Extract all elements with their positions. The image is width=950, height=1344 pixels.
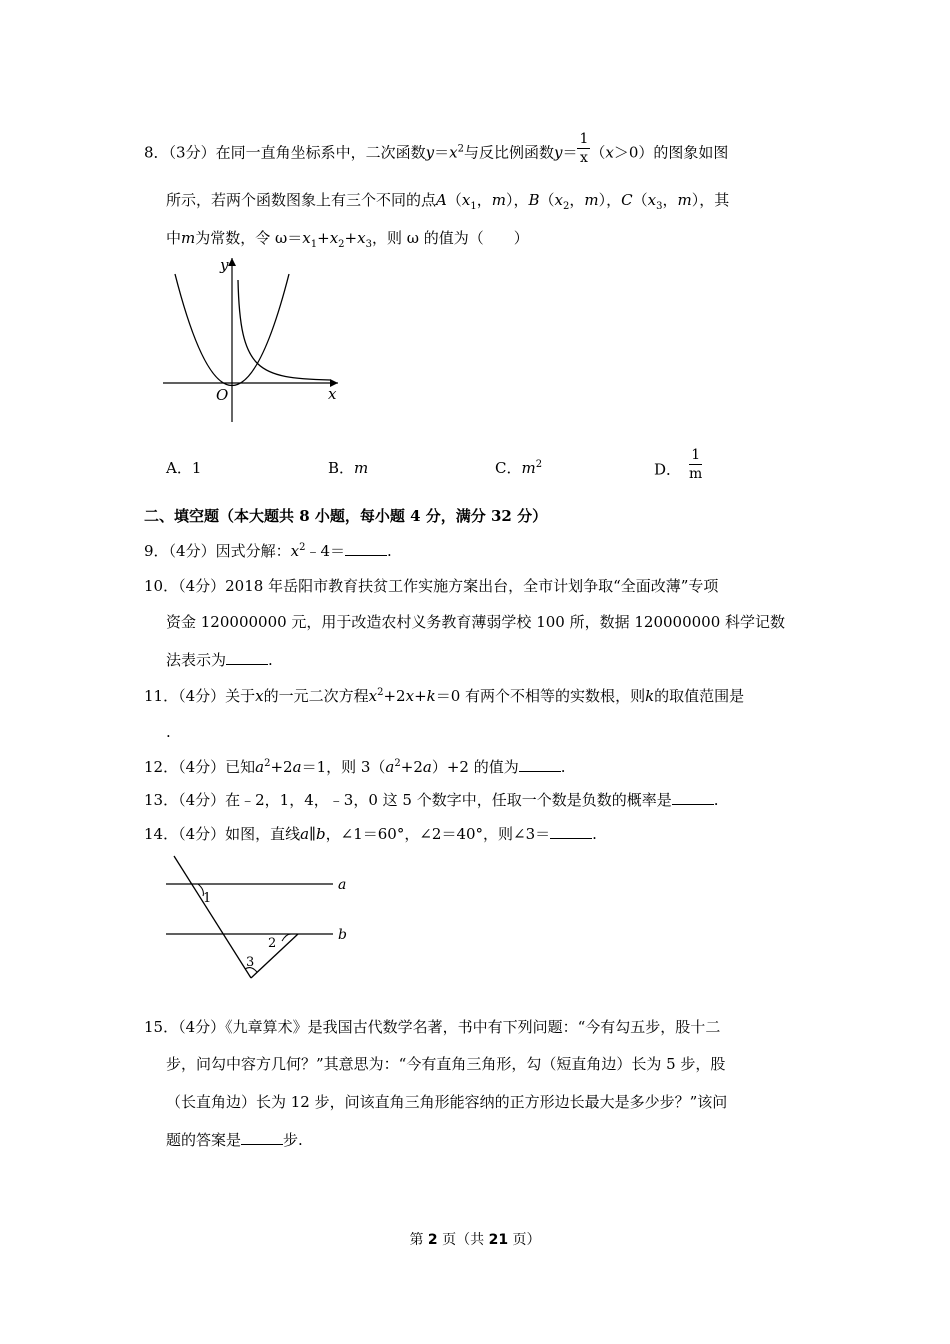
answer-blank[interactable] (672, 790, 714, 805)
q14: 14．（4分）如图，直线a∥b，∠1＝60°，∠2＝40°，则∠3＝ . (144, 825, 597, 843)
q8-line3: 中m为常数，令 $\omega=x_1+x_2+x_3$，则 ω 的值为（ ） (166, 229, 529, 250)
angle-1-label: 1 (203, 891, 212, 906)
y-axis-label: y (220, 256, 229, 274)
q10-line3: 法表示为 . (166, 651, 273, 669)
q15-line2: 步，问勾中容方几何？”其意思为：“今有直角三角形，勾（短直角边）长为 5 步，股 (166, 1055, 726, 1073)
q9: 9．（4分）因式分解：$x^2﹣4=$ . (144, 542, 392, 560)
angle-2-label: 2 (268, 936, 277, 951)
label-b: b (338, 927, 347, 943)
option-a[interactable]: A．1 (166, 459, 202, 477)
option-c[interactable]: C．$m^2$ (495, 459, 543, 477)
section-heading: 二、填空题（本大题共 8 小题，每小题 4 分，满分 32 分） (144, 507, 548, 525)
transversal (174, 856, 251, 978)
q8-function-graph (158, 252, 348, 427)
page-footer: 第 2 页（共 21 页） (409, 1232, 541, 1248)
total-pages: 21 (488, 1232, 509, 1248)
answer-blank[interactable] (241, 1130, 283, 1145)
answer-blank[interactable] (226, 650, 268, 665)
option-d[interactable]: D． $\frac{1}{m}$ (654, 447, 703, 482)
q10-line2: 资金 120000000 元，用于改造农村义务教育薄弱学校 100 所，数据 120000000 科学记数 (166, 613, 786, 631)
origin-label: O (216, 386, 229, 404)
answer-blank[interactable] (519, 757, 561, 772)
fraction-1-over-m: $\frac{1}{m}$ (689, 447, 703, 482)
q10-line1: 10．（4分）2018 年岳阳市教育扶贫工作实施方案出台，全市计划争取“全面改薄”专项 (144, 577, 719, 595)
q11-line2: . (166, 723, 171, 741)
q13: 13．（4分）在﹣2，1，4，﹣3，0 这 5 个数字中，任取一个数是负数的概率是 . (144, 791, 719, 809)
q14-parallel-lines-figure (158, 852, 358, 984)
angle-3-label: 3 (246, 955, 255, 970)
x-axis-label: x (328, 385, 337, 403)
label-a: a (338, 877, 347, 893)
q15-line4: 题的答案是 步. (166, 1131, 303, 1149)
angle2-arc (282, 934, 291, 941)
q15-line3: （长直角边）长为 12 步，问该直角三角形能容纳的正方形边长最大是多少步？”该问 (166, 1093, 728, 1111)
y-axis-arrow-icon (228, 258, 236, 266)
q15-line1: 15．（4分）《九章算术》是我国古代数学名著，书中有下列问题：“今有勾五步，股十二 (144, 1018, 721, 1036)
option-b[interactable]: B．m (328, 459, 369, 477)
q8-line2: 所示，若两个函数图象上有三个不同的点$A(x_1$，m），$B(x_2$，m），$C(x_3$，m），其 (166, 191, 730, 212)
fraction-1-over-x: $\frac{1}{x}$ (579, 131, 589, 166)
q8-line1: 8．（3分）在同一直角坐标系中，二次函数$y=x^2$与反比例函数y＝ $\frac{1}{x}$ （x＞0）的图象如图 (144, 131, 729, 166)
page-number: 2 (427, 1232, 438, 1248)
q12: 12．（4分）已知$a^2+2a=1$，则 $3(a^2+2a)+2$ 的值为 . (144, 758, 566, 776)
answer-blank[interactable] (345, 541, 387, 556)
answer-blank[interactable] (550, 824, 592, 839)
q11-line1: 11．（4分）关于x的一元二次方程$x^2+2x+k=0$ 有两个不相等的实数根，则k的取值范围是 (144, 687, 745, 705)
